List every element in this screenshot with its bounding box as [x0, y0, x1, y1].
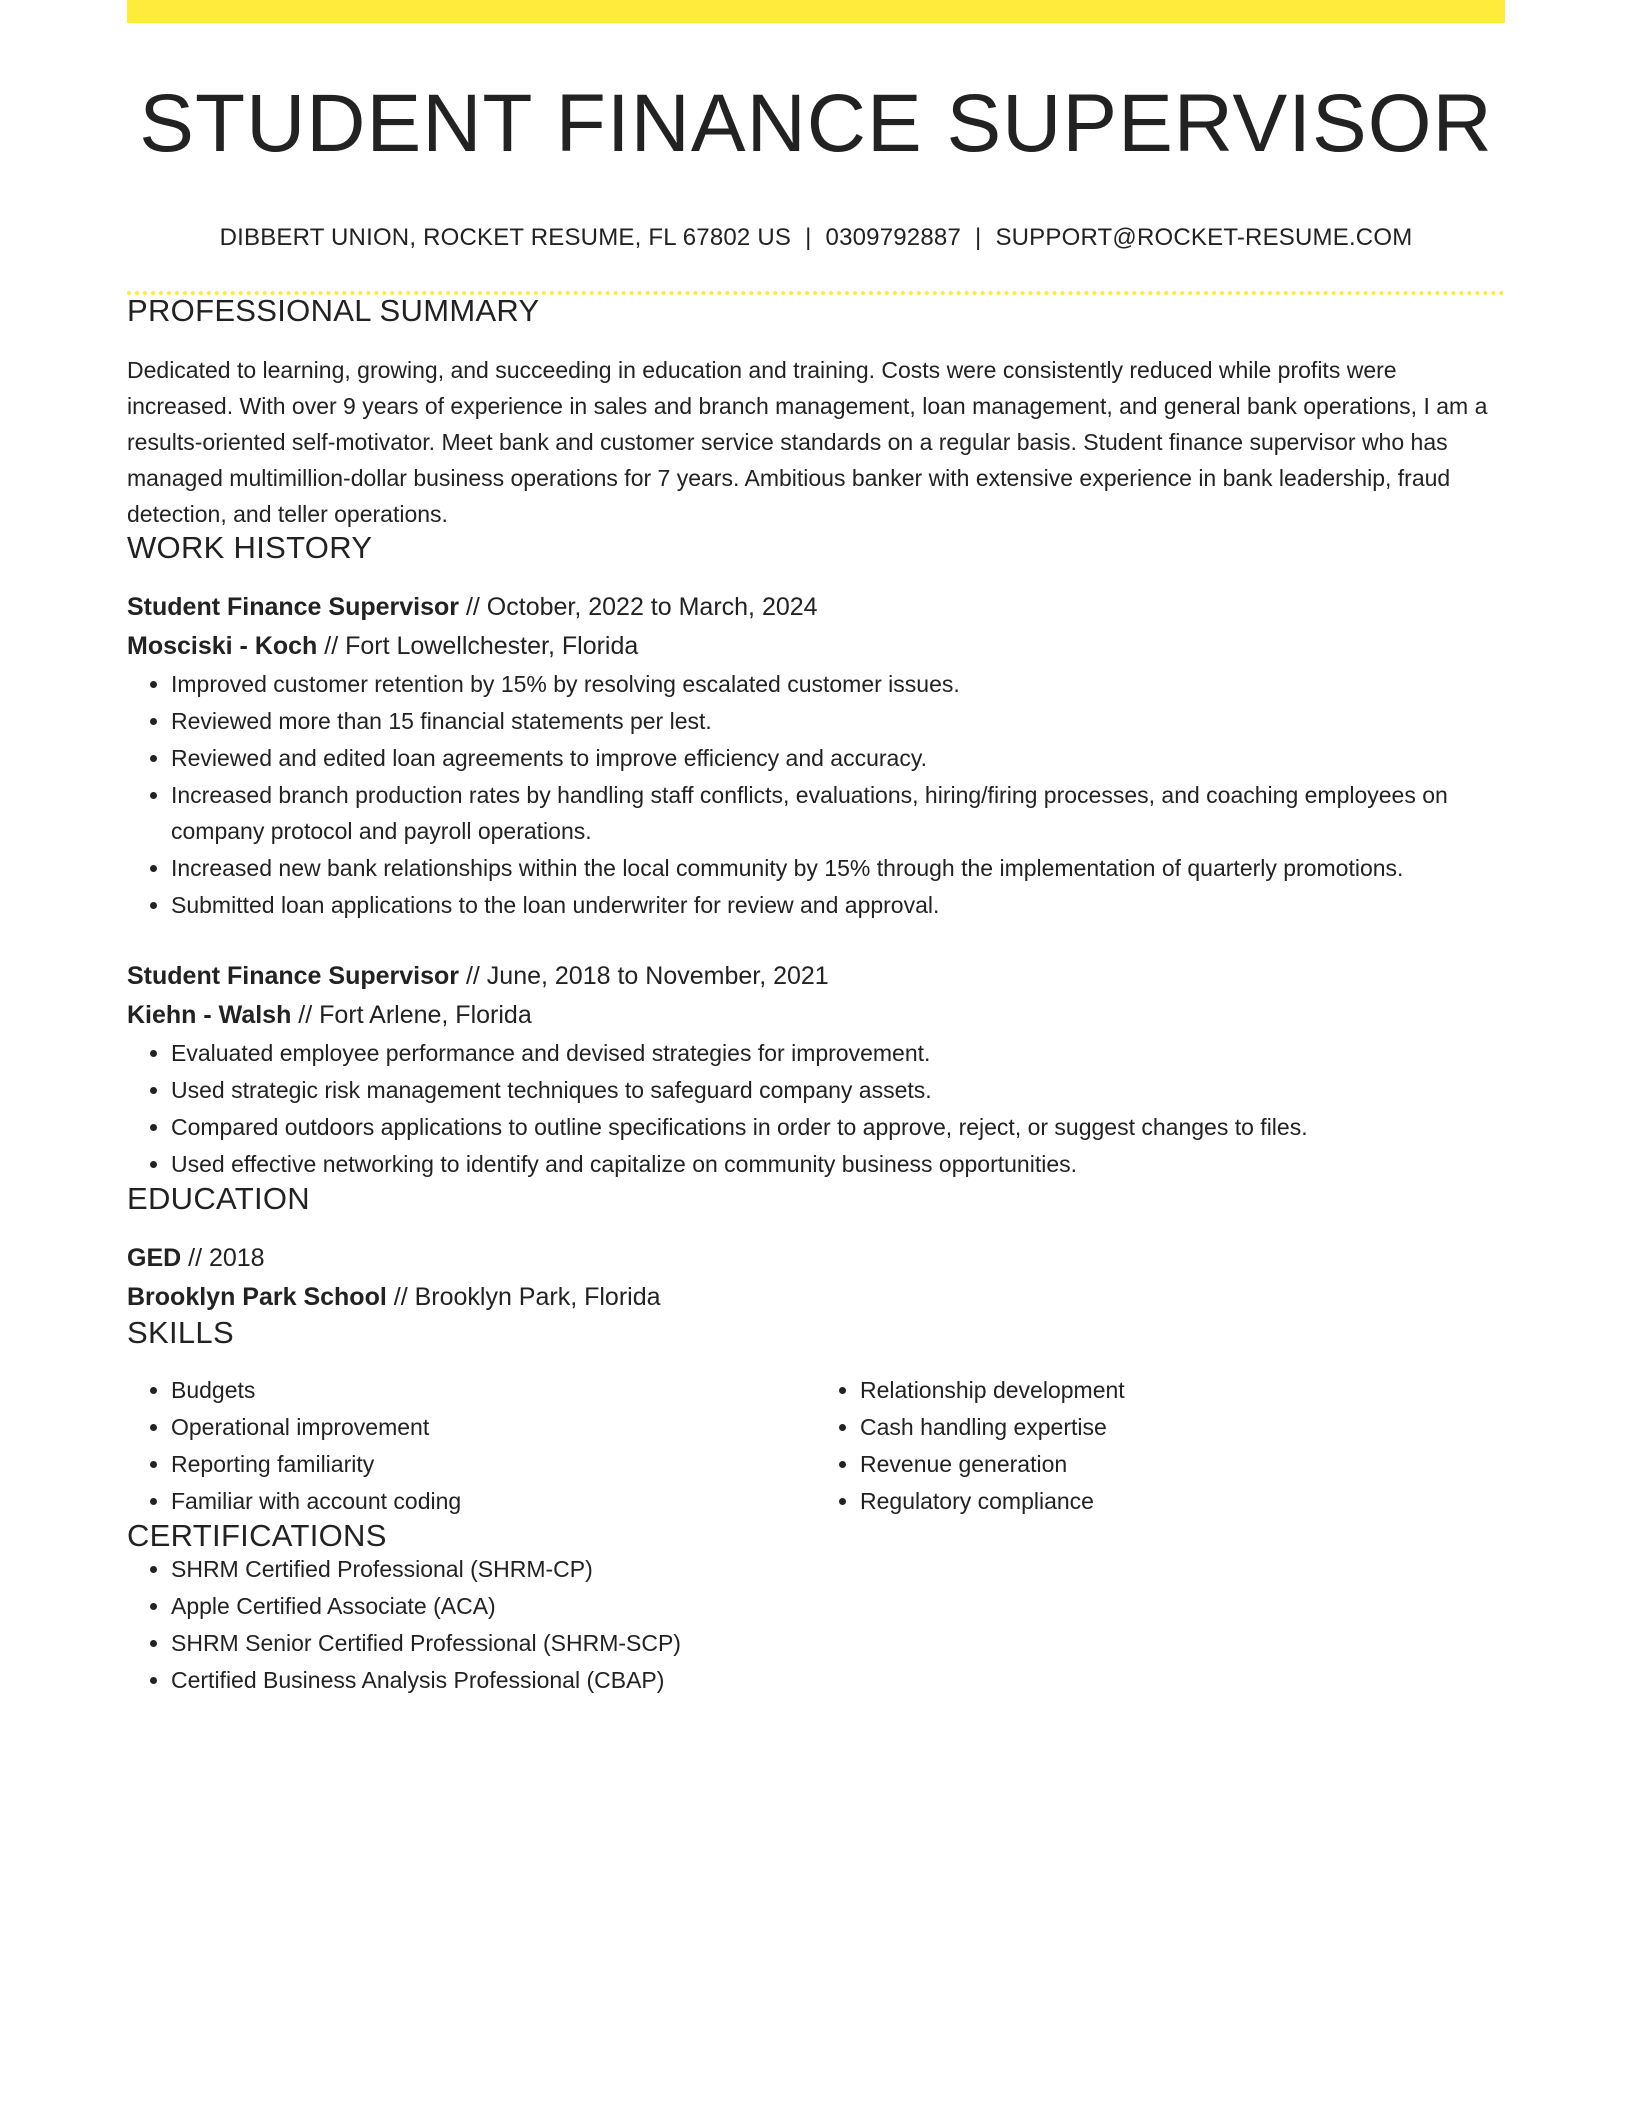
contact-line	[127, 226, 1505, 250]
contact-phone: 0309792887	[825, 224, 961, 251]
list-item: • Reviewed and edited loan agreements to improve efficiency and accuracy.	[171, 740, 1505, 776]
job-dates: // June, 2018 to November, 2021	[459, 962, 829, 990]
list-item: • SHRM Certified Professional (SHRM-CP)	[171, 1551, 1505, 1587]
job-bullet-list	[127, 666, 1505, 923]
education-school-line	[127, 1278, 1505, 1317]
list-item: • Reviewed more than 15 financial statements per lest.	[171, 703, 1505, 739]
list-item: • Submitted loan applications to the loan underwriter for review and approval.	[171, 887, 1505, 923]
job-entry-header	[127, 957, 1505, 1035]
job-dates: // October, 2022 to March, 2024	[459, 593, 818, 621]
resume-name: STUDENT FINANCE SUPERVISOR	[139, 78, 1493, 169]
accent-top-bar	[127, 0, 1505, 23]
contact-email: SUPPORT@ROCKET-RESUME.COM	[995, 224, 1413, 251]
list-item: • Compared outdoors applications to outline specifications in order to approve, reject, or suggest changes to files.	[171, 1109, 1505, 1145]
job-role: Student Finance Supervisor	[127, 593, 460, 621]
summary-text: Dedicated to learning, growing, and succeeding in education and training. Costs were consistently reduced while profits were increased. With over 9 years of experience in sales and branch management, loan management, and general bank operations, I am a results-oriented self-motivator. Meet bank and customer service standards on a regular basis. Student finance supervisor who has managed multimillion-dollar business operations for 7 years. Ambitious banker with extensive experience in bank leadership, fraud detection, and teller operations.	[127, 357, 1488, 527]
contact-separator: |	[975, 224, 982, 251]
list-item: • Used effective networking to identify and capitalize on community business opportunities.	[171, 1146, 1505, 1182]
list-item: • SHRM Senior Certified Professional (SHRM-SCP)	[171, 1625, 1505, 1661]
education-degree: GED	[127, 1244, 182, 1272]
education-degree-line	[127, 1239, 1505, 1278]
education-year: // 2018	[181, 1244, 265, 1272]
section-title-education: EDUCATION	[127, 1181, 310, 1216]
job-location: // Fort Arlene, Florida	[291, 1001, 532, 1029]
contact-separator: |	[805, 224, 812, 251]
job-company-line	[127, 627, 1505, 666]
list-item: • Used strategic risk management techniques to safeguard company assets.	[171, 1072, 1505, 1108]
skills-list-right	[816, 1372, 1505, 1520]
resume-page	[127, 0, 1505, 1699]
education-location: // Brooklyn Park, Florida	[386, 1283, 661, 1311]
job-entry-header	[127, 588, 1505, 666]
job-role-line	[127, 957, 1505, 996]
education-entry	[127, 1239, 1505, 1317]
list-item: • Increased branch production rates by handling staff conflicts, evaluations, hiring/firing processes, and coaching employees on company protocol and payroll operations.	[171, 777, 1505, 849]
certifications-list	[127, 1551, 1505, 1698]
contact-address: DIBBERT UNION, ROCKET RESUME, FL 67802 US	[219, 224, 792, 251]
job-company: Kiehn - Walsh	[127, 1001, 292, 1029]
section-title-skills: SKILLS	[127, 1315, 234, 1350]
list-item: • Apple Certified Associate (ACA)	[171, 1588, 1505, 1624]
skills-grid	[127, 1372, 1505, 1520]
list-item: • Increased new bank relationships within the local community by 15% through the implementation of quarterly promotions.	[171, 850, 1505, 886]
list-item: • Budgets	[171, 1372, 816, 1408]
section-title-certifications: CERTIFICATIONS	[127, 1518, 387, 1553]
job-location: // Fort Lowellchester, Florida	[317, 632, 639, 660]
list-item: • Revenue generation	[860, 1446, 1505, 1482]
list-item: • Regulatory compliance	[860, 1483, 1505, 1519]
section-title-work-history: WORK HISTORY	[127, 530, 373, 565]
skills-list-left	[127, 1372, 816, 1520]
list-item: • Relationship development	[860, 1372, 1505, 1408]
education-school: Brooklyn Park School	[127, 1283, 387, 1311]
list-item: • Reporting familiarity	[171, 1446, 816, 1482]
list-item: • Cash handling expertise	[860, 1409, 1505, 1445]
job-role-line	[127, 588, 1505, 627]
job-bullet-list	[127, 1035, 1505, 1182]
job-role: Student Finance Supervisor	[127, 962, 460, 990]
job-company: Mosciski - Koch	[127, 632, 318, 660]
list-item: • Familiar with account coding	[171, 1483, 816, 1519]
job-company-line	[127, 996, 1505, 1035]
list-item: • Improved customer retention by 15% by resolving escalated customer issues.	[171, 666, 1505, 702]
list-item: • Operational improvement	[171, 1409, 816, 1445]
list-item: • Evaluated employee performance and devised strategies for improvement.	[171, 1035, 1505, 1071]
list-item: • Certified Business Analysis Professional (CBAP)	[171, 1662, 1505, 1698]
section-title-summary: PROFESSIONAL SUMMARY	[127, 293, 540, 328]
